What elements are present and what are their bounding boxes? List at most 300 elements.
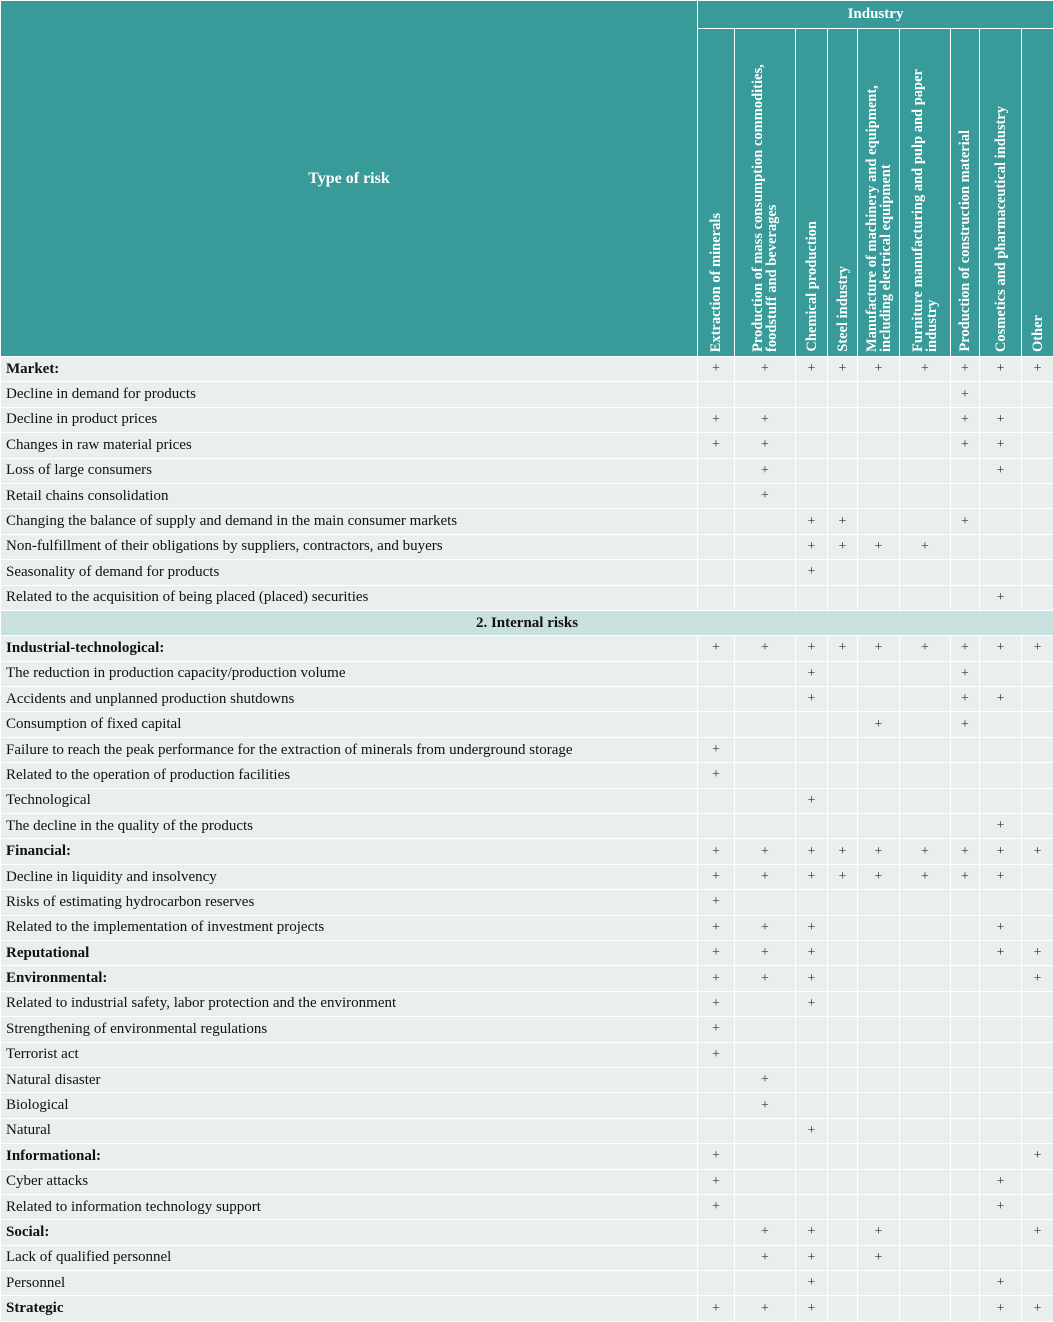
risk-label: Related to the acquisition of being placed (placed) securities	[1, 585, 698, 610]
mark-cell	[828, 1067, 858, 1092]
mark-cell	[858, 661, 900, 686]
mark-cell	[951, 1220, 980, 1245]
mark-cell	[858, 687, 900, 712]
risk-label: The decline in the quality of the products	[1, 814, 698, 839]
mark-cell: +	[828, 839, 858, 864]
mark-cell	[980, 763, 1022, 788]
section-header-row	[1, 610, 1053, 635]
mark-cell	[858, 433, 900, 458]
mark-cell	[900, 1296, 951, 1321]
industry-column-header	[980, 29, 1022, 357]
mark-cell	[858, 1067, 900, 1092]
mark-cell: +	[1022, 636, 1053, 661]
mark-cell	[1022, 890, 1053, 915]
mark-cell	[980, 712, 1022, 737]
mark-cell	[828, 814, 858, 839]
mark-cell	[980, 1118, 1022, 1143]
mark-cell: +	[735, 636, 796, 661]
mark-cell: +	[698, 357, 735, 382]
mark-cell	[1022, 915, 1053, 940]
mark-cell: +	[735, 407, 796, 432]
mark-cell: +	[735, 1067, 796, 1092]
mark-cell	[1022, 1017, 1053, 1042]
mark-cell: +	[796, 1118, 828, 1143]
mark-cell	[828, 788, 858, 813]
mark-cell	[1022, 382, 1053, 407]
risk-label: Failure to reach the peak performance for the extraction of minerals from underground storage	[1, 737, 698, 762]
mark-cell	[698, 483, 735, 508]
table-row	[1, 433, 1053, 458]
industry-column-label: Production of mass consumption commodities, foodstuff and beverages	[751, 29, 779, 356]
mark-cell	[796, 890, 828, 915]
risk-label: Decline in demand for products	[1, 382, 698, 407]
risk-label: Personnel	[1, 1271, 698, 1296]
mark-cell: +	[796, 864, 828, 889]
mark-cell	[900, 433, 951, 458]
mark-cell	[1022, 763, 1053, 788]
mark-cell: +	[735, 915, 796, 940]
mark-cell	[951, 1144, 980, 1169]
mark-cell: +	[796, 966, 828, 991]
mark-cell	[796, 1169, 828, 1194]
mark-cell: +	[900, 636, 951, 661]
mark-cell: +	[1022, 1296, 1053, 1321]
table-row	[1, 1017, 1053, 1042]
mark-cell	[1022, 483, 1053, 508]
table-row	[1, 737, 1053, 762]
mark-cell: +	[735, 839, 796, 864]
mark-cell: +	[980, 1271, 1022, 1296]
mark-cell	[858, 458, 900, 483]
mark-cell: +	[796, 1220, 828, 1245]
risk-label: Technological	[1, 788, 698, 813]
mark-cell	[951, 991, 980, 1016]
mark-cell: +	[858, 357, 900, 382]
mark-cell	[1022, 534, 1053, 559]
mark-cell: +	[900, 357, 951, 382]
table-row	[1, 1169, 1053, 1194]
table-row	[1, 407, 1053, 432]
mark-cell	[900, 585, 951, 610]
mark-cell	[900, 1245, 951, 1270]
mark-cell	[796, 737, 828, 762]
risk-label: Risks of estimating hydrocarbon reserves	[1, 890, 698, 915]
mark-cell	[698, 814, 735, 839]
mark-cell	[900, 407, 951, 432]
mark-cell	[796, 1144, 828, 1169]
mark-cell: +	[698, 991, 735, 1016]
mark-cell: +	[735, 966, 796, 991]
table-row	[1, 1245, 1053, 1270]
mark-cell: +	[796, 915, 828, 940]
mark-cell	[858, 915, 900, 940]
mark-cell	[980, 991, 1022, 1016]
table-row	[1, 483, 1053, 508]
risk-category-label: Market:	[1, 357, 698, 382]
mark-cell	[900, 1271, 951, 1296]
table-row	[1, 1042, 1053, 1067]
mark-cell	[951, 737, 980, 762]
table-row	[1, 687, 1053, 712]
mark-cell	[858, 382, 900, 407]
mark-cell	[980, 890, 1022, 915]
mark-cell: +	[980, 864, 1022, 889]
mark-cell	[1022, 1093, 1053, 1118]
mark-cell	[980, 1042, 1022, 1067]
mark-cell	[828, 585, 858, 610]
mark-cell	[980, 966, 1022, 991]
table-header	[1, 1, 1053, 357]
table-row	[1, 509, 1053, 534]
mark-cell	[858, 1194, 900, 1219]
risk-label: Related to the operation of production facilities	[1, 763, 698, 788]
mark-cell	[698, 382, 735, 407]
industry-column-label: Cosmetics and pharmaceutical industry	[994, 102, 1008, 356]
mark-cell	[735, 585, 796, 610]
mark-cell: +	[951, 839, 980, 864]
mark-cell: +	[1022, 357, 1053, 382]
mark-cell	[951, 1296, 980, 1321]
mark-cell	[900, 966, 951, 991]
mark-cell	[900, 737, 951, 762]
mark-cell	[1022, 687, 1053, 712]
mark-cell	[735, 1144, 796, 1169]
mark-cell: +	[1022, 1220, 1053, 1245]
mark-cell: +	[951, 382, 980, 407]
mark-cell	[735, 712, 796, 737]
mark-cell	[858, 1118, 900, 1143]
mark-cell	[796, 814, 828, 839]
mark-cell	[796, 585, 828, 610]
mark-cell	[951, 1118, 980, 1143]
table-row	[1, 991, 1053, 1016]
risk-label: Natural	[1, 1118, 698, 1143]
industry-column-header	[951, 29, 980, 357]
mark-cell: +	[698, 737, 735, 762]
mark-cell	[951, 940, 980, 965]
mark-cell	[735, 1118, 796, 1143]
mark-cell: +	[796, 940, 828, 965]
table-row	[1, 1271, 1053, 1296]
mark-cell	[828, 560, 858, 585]
risk-label: Related to information technology support	[1, 1194, 698, 1219]
industry-column-header	[735, 29, 796, 357]
mark-cell: +	[980, 433, 1022, 458]
mark-cell	[980, 1017, 1022, 1042]
mark-cell	[858, 737, 900, 762]
mark-cell: +	[735, 458, 796, 483]
mark-cell	[951, 585, 980, 610]
mark-cell	[828, 1194, 858, 1219]
mark-cell	[900, 1067, 951, 1092]
mark-cell	[828, 1271, 858, 1296]
risk-label: Changing the balance of supply and demand in the main consumer markets	[1, 509, 698, 534]
industry-column-label: Steel industry	[836, 262, 850, 356]
mark-cell	[858, 585, 900, 610]
mark-cell	[900, 483, 951, 508]
mark-cell: +	[951, 509, 980, 534]
mark-cell	[735, 1017, 796, 1042]
mark-cell: +	[796, 991, 828, 1016]
mark-cell	[951, 1093, 980, 1118]
mark-cell: +	[698, 433, 735, 458]
table-row	[1, 1144, 1053, 1169]
industry-column-label: Furniture manufacturing and pulp and paper industry	[911, 29, 939, 356]
mark-cell	[698, 687, 735, 712]
mark-cell: +	[828, 864, 858, 889]
mark-cell	[828, 1245, 858, 1270]
mark-cell	[735, 534, 796, 559]
mark-cell	[828, 458, 858, 483]
mark-cell	[900, 382, 951, 407]
mark-cell	[698, 560, 735, 585]
mark-cell	[858, 407, 900, 432]
mark-cell	[858, 483, 900, 508]
mark-cell	[698, 509, 735, 534]
mark-cell: +	[698, 1296, 735, 1321]
mark-cell: +	[796, 357, 828, 382]
mark-cell	[980, 509, 1022, 534]
mark-cell	[980, 1093, 1022, 1118]
table-row	[1, 763, 1053, 788]
mark-cell: +	[698, 636, 735, 661]
mark-cell	[858, 1144, 900, 1169]
industry-column-header	[828, 29, 858, 357]
mark-cell: +	[796, 839, 828, 864]
mark-cell	[1022, 1169, 1053, 1194]
mark-cell	[900, 1042, 951, 1067]
mark-cell	[796, 1093, 828, 1118]
mark-cell	[1022, 814, 1053, 839]
risk-label: Terrorist act	[1, 1042, 698, 1067]
mark-cell	[900, 1118, 951, 1143]
mark-cell	[828, 1169, 858, 1194]
risk-category-label: Industrial-technological:	[1, 636, 698, 661]
mark-cell	[980, 1144, 1022, 1169]
risk-label: The reduction in production capacity/production volume	[1, 661, 698, 686]
mark-cell: +	[735, 940, 796, 965]
mark-cell	[1022, 458, 1053, 483]
mark-cell: +	[1022, 940, 1053, 965]
risk-label: Strengthening of environmental regulations	[1, 1017, 698, 1042]
mark-cell	[796, 1194, 828, 1219]
mark-cell	[796, 483, 828, 508]
table-row	[1, 839, 1053, 864]
mark-cell: +	[951, 687, 980, 712]
mark-cell: +	[980, 814, 1022, 839]
mark-cell	[698, 788, 735, 813]
mark-cell	[828, 763, 858, 788]
industry-column-header	[698, 29, 735, 357]
mark-cell	[698, 1271, 735, 1296]
mark-cell	[828, 915, 858, 940]
table-row	[1, 1220, 1053, 1245]
mark-cell	[951, 483, 980, 508]
mark-cell	[1022, 509, 1053, 534]
table-row	[1, 560, 1053, 585]
mark-cell: +	[858, 1245, 900, 1270]
mark-cell	[828, 1042, 858, 1067]
mark-cell	[796, 712, 828, 737]
table-row	[1, 915, 1053, 940]
mark-cell: +	[951, 661, 980, 686]
mark-cell	[828, 433, 858, 458]
mark-cell: +	[735, 1093, 796, 1118]
mark-cell	[980, 1067, 1022, 1092]
mark-cell: +	[698, 407, 735, 432]
mark-cell	[1022, 1118, 1053, 1143]
mark-cell: +	[858, 534, 900, 559]
mark-cell	[796, 433, 828, 458]
mark-cell: +	[980, 915, 1022, 940]
table-row	[1, 357, 1053, 382]
mark-cell: +	[698, 940, 735, 965]
mark-cell	[735, 560, 796, 585]
mark-cell	[858, 1017, 900, 1042]
mark-cell: +	[951, 864, 980, 889]
mark-cell: +	[858, 636, 900, 661]
mark-cell: +	[735, 1245, 796, 1270]
mark-cell: +	[796, 1245, 828, 1270]
mark-cell: +	[796, 661, 828, 686]
mark-cell: +	[858, 864, 900, 889]
mark-cell: +	[796, 534, 828, 559]
mark-cell: +	[900, 864, 951, 889]
mark-cell	[951, 1067, 980, 1092]
mark-cell	[828, 687, 858, 712]
mark-cell	[951, 1271, 980, 1296]
risk-category-label: Environmental:	[1, 966, 698, 991]
mark-cell: +	[980, 636, 1022, 661]
mark-cell	[951, 1194, 980, 1219]
table-row	[1, 585, 1053, 610]
mark-cell	[698, 712, 735, 737]
mark-cell: +	[828, 636, 858, 661]
risk-category-label: Reputational	[1, 940, 698, 965]
mark-cell	[951, 1042, 980, 1067]
mark-cell	[1022, 788, 1053, 813]
mark-cell	[900, 661, 951, 686]
mark-cell: +	[980, 407, 1022, 432]
mark-cell	[900, 915, 951, 940]
mark-cell	[858, 763, 900, 788]
mark-cell	[858, 814, 900, 839]
mark-cell: +	[951, 357, 980, 382]
mark-cell: +	[735, 864, 796, 889]
mark-cell	[828, 940, 858, 965]
mark-cell	[828, 991, 858, 1016]
mark-cell: +	[828, 509, 858, 534]
mark-cell: +	[858, 712, 900, 737]
table-body	[1, 357, 1053, 1322]
mark-cell: +	[698, 763, 735, 788]
risk-label: Retail chains consolidation	[1, 483, 698, 508]
risk-category-label: Strategic	[1, 1296, 698, 1321]
mark-cell	[900, 560, 951, 585]
mark-cell	[828, 407, 858, 432]
mark-cell: +	[796, 1296, 828, 1321]
mark-cell: +	[980, 940, 1022, 965]
mark-cell	[951, 534, 980, 559]
mark-cell	[858, 991, 900, 1016]
table-row	[1, 1194, 1053, 1219]
mark-cell: +	[1022, 1144, 1053, 1169]
mark-cell	[828, 1220, 858, 1245]
mark-cell	[900, 458, 951, 483]
industry-header: Industry	[698, 1, 1053, 29]
mark-cell: +	[698, 864, 735, 889]
mark-cell	[900, 991, 951, 1016]
mark-cell	[858, 966, 900, 991]
mark-cell	[900, 1144, 951, 1169]
mark-cell	[1022, 1194, 1053, 1219]
mark-cell	[698, 1245, 735, 1270]
mark-cell	[1022, 407, 1053, 432]
mark-cell	[796, 1067, 828, 1092]
mark-cell: +	[698, 1144, 735, 1169]
mark-cell: +	[951, 636, 980, 661]
mark-cell	[698, 1220, 735, 1245]
table-row	[1, 1093, 1053, 1118]
mark-cell	[735, 1042, 796, 1067]
mark-cell	[900, 687, 951, 712]
mark-cell	[858, 1093, 900, 1118]
mark-cell	[980, 1220, 1022, 1245]
mark-cell	[735, 1271, 796, 1296]
mark-cell	[796, 382, 828, 407]
industry-column-label: Other	[1031, 311, 1045, 356]
mark-cell: +	[698, 1169, 735, 1194]
mark-cell	[900, 509, 951, 534]
mark-cell	[698, 585, 735, 610]
mark-cell	[900, 940, 951, 965]
risk-label: Decline in product prices	[1, 407, 698, 432]
table-row	[1, 661, 1053, 686]
mark-cell	[828, 712, 858, 737]
mark-cell: +	[735, 433, 796, 458]
mark-cell	[900, 788, 951, 813]
mark-cell	[951, 915, 980, 940]
mark-cell	[900, 1220, 951, 1245]
mark-cell	[735, 1194, 796, 1219]
mark-cell: +	[796, 560, 828, 585]
mark-cell	[1022, 661, 1053, 686]
industry-column-label: Extraction of minerals	[709, 209, 723, 356]
mark-cell: +	[735, 357, 796, 382]
mark-cell	[951, 890, 980, 915]
risk-label: Biological	[1, 1093, 698, 1118]
table-row	[1, 940, 1053, 965]
mark-cell	[980, 534, 1022, 559]
table-row	[1, 814, 1053, 839]
mark-cell: +	[698, 1194, 735, 1219]
mark-cell	[980, 1245, 1022, 1270]
risk-label: Lack of qualified personnel	[1, 1245, 698, 1270]
mark-cell	[796, 763, 828, 788]
mark-cell	[735, 737, 796, 762]
mark-cell	[858, 1271, 900, 1296]
table-row	[1, 1067, 1053, 1092]
mark-cell: +	[698, 915, 735, 940]
mark-cell	[698, 1067, 735, 1092]
mark-cell	[796, 1042, 828, 1067]
mark-cell	[1022, 864, 1053, 889]
mark-cell	[735, 687, 796, 712]
risk-label: Natural disaster	[1, 1067, 698, 1092]
mark-cell	[828, 1017, 858, 1042]
table-row	[1, 534, 1053, 559]
mark-cell	[828, 1118, 858, 1143]
